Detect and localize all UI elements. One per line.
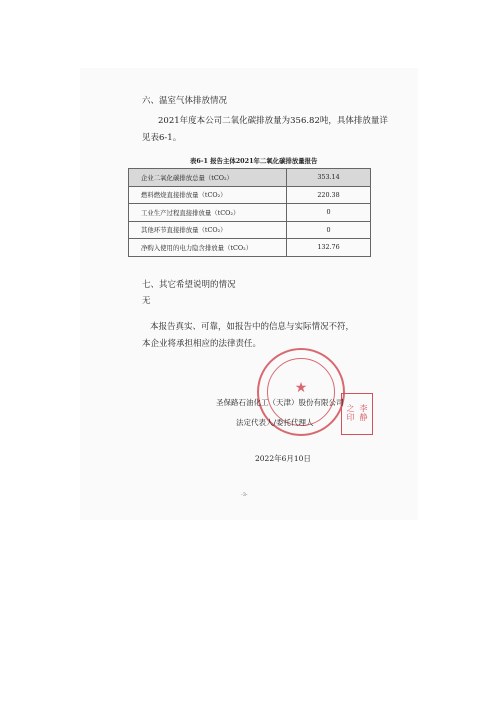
declaration-line1: 本报告真实、可靠，如报告中的信息与实际情况不符， xyxy=(150,322,355,332)
representative-stamp: 之 李 印 静 xyxy=(341,393,373,435)
row-label: 净购入使用的电力隐含排放量（tCO₂） xyxy=(129,239,287,257)
company-name: 圣保路石油化工（天津）股份有限公司 xyxy=(216,398,344,407)
table-row xyxy=(129,169,371,187)
section-7-heading: 七、其它希望说明的情况 xyxy=(142,280,236,290)
row-label: 企业二氧化碳排放总量（tCO₂） xyxy=(129,169,287,187)
table-row xyxy=(129,239,371,257)
signature-date: 2022年6月10日 xyxy=(255,454,311,463)
row-value: 132.76 xyxy=(287,239,371,257)
document-page xyxy=(80,68,418,520)
declaration-line2: 本企业将承担相应的法律责任。 xyxy=(142,339,262,349)
emissions-table xyxy=(128,168,371,257)
section-7-content: 无 xyxy=(142,296,151,306)
page-number: -3- xyxy=(241,492,248,498)
section-6-text-line1: 2021年度本公司二氧化碳排放量为356.82吨，具体排放量详 xyxy=(158,116,388,126)
row-value: 220.38 xyxy=(287,186,371,204)
table-row xyxy=(129,186,371,204)
row-value: 0 xyxy=(287,204,371,222)
section-6-text-line2: 见表6-1。 xyxy=(142,133,182,143)
row-label: 燃料燃烧直接排放量（tCO₂） xyxy=(129,186,287,204)
section-6-heading: 六、温室气体排放情况 xyxy=(142,96,228,106)
table-caption: 表6-1 报告主体2021年二氧化碳排放量报告 xyxy=(190,157,318,165)
representative-label: 法定代表人/委托代理人 xyxy=(236,418,314,427)
row-value: 0 xyxy=(287,221,371,239)
table-row xyxy=(129,204,371,222)
row-label: 其他环节直接排放量（tCO₂） xyxy=(129,221,287,239)
row-value: 353.14 xyxy=(287,169,371,187)
table-row xyxy=(129,221,371,239)
company-seal: ★ xyxy=(257,348,345,436)
row-label: 工业生产过程直接排放量（tCO₂） xyxy=(129,204,287,222)
